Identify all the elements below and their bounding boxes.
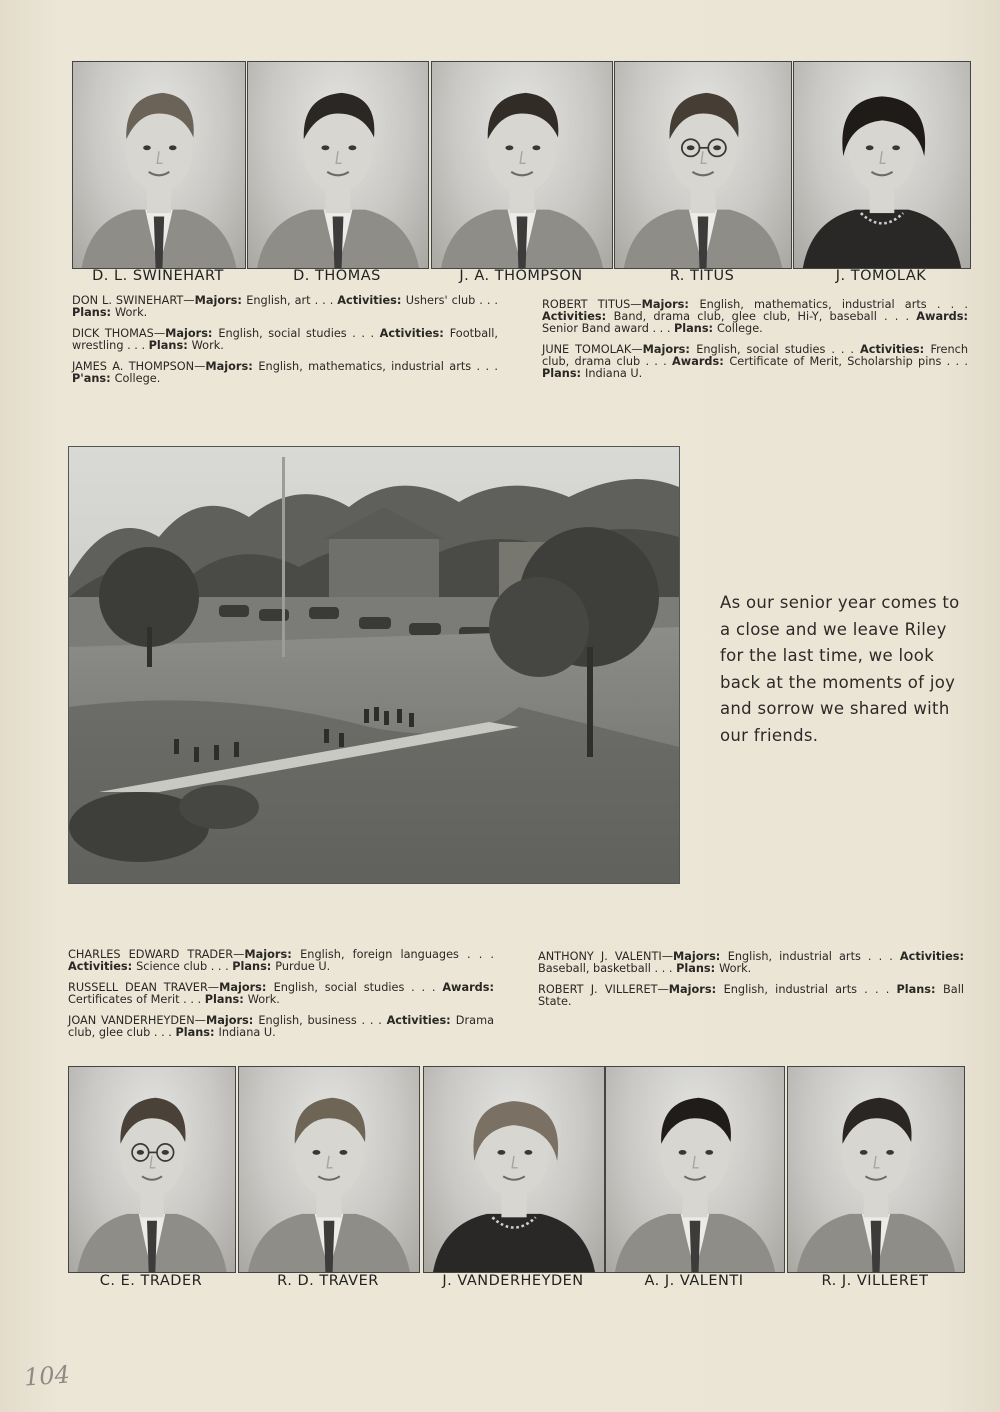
- bio-field-value: Purdue U.: [275, 960, 331, 973]
- bottom-portrait-4: [605, 1066, 785, 1273]
- student-name: DON L. SWINEHART—: [72, 294, 195, 307]
- student-bio: [542, 299, 968, 335]
- bio-field-label: Majors:: [668, 983, 724, 996]
- bio-field-label: Awards:: [442, 981, 495, 994]
- bio-field-label: Majors:: [205, 360, 259, 373]
- bio-field-value: English, business . . .: [258, 1014, 387, 1027]
- bio-field-value: Certificates of Merit . . .: [68, 993, 205, 1006]
- student-name: ANTHONY J. VALENTI—: [538, 950, 673, 963]
- bio-field-value: Work.: [247, 993, 280, 1006]
- bio-field-label: Majors:: [194, 294, 247, 307]
- bio-field-value: English, social studies . . .: [273, 981, 443, 994]
- student-name: ROBERT TITUS—: [542, 298, 642, 311]
- bottom-portrait-caption: C. E. TRADER: [99, 1273, 203, 1289]
- bio-field-value: Ushers' club . . .: [405, 294, 498, 307]
- bottom-portrait-caption: R. J. VILLERET: [821, 1273, 929, 1289]
- bio-field-label: Majors:: [642, 343, 697, 356]
- top-portrait-5: [793, 61, 971, 269]
- bottom-portrait-3: [423, 1066, 605, 1273]
- bio-field-value: Senior Band award . . .: [542, 322, 674, 335]
- bio-field-value: Indiana U.: [218, 1026, 276, 1039]
- student-name: RUSSELL DEAN TRAVER—: [68, 981, 220, 994]
- bio-field-value: English, industrial arts . . .: [723, 983, 897, 996]
- top-portrait-caption: D. THOMAS: [293, 268, 381, 284]
- bottom-portrait-caption: R. D. TRAVER: [277, 1273, 379, 1289]
- student-bio: [68, 949, 494, 973]
- bio-field-value: Work.: [191, 339, 224, 352]
- bio-field-value: Work.: [719, 962, 752, 975]
- top-portrait-caption: J. TOMOLAK: [835, 268, 927, 284]
- bottom-portrait-1: [68, 1066, 236, 1273]
- bottom-portrait-caption: J. VANDERHEYDEN: [442, 1273, 584, 1289]
- bio-field-label: Plans:: [175, 1026, 219, 1039]
- bio-field-label: P'ans:: [72, 372, 115, 385]
- student-bio: [72, 328, 498, 352]
- bio-field-value: Band, drama club, glee club, Hi-Y, baseball . . .: [613, 310, 917, 323]
- bottom-portrait-5: [787, 1066, 965, 1273]
- bio-field-value: French club, drama club . . .: [542, 343, 968, 368]
- bio-field-label: Plans:: [676, 962, 720, 975]
- bio-field-label: Activities:: [337, 294, 406, 307]
- bio-field-label: Activities:: [899, 950, 964, 963]
- bio-field-value: Ball State.: [538, 983, 964, 1008]
- bio-field-label: Activities:: [386, 1014, 456, 1027]
- bio-field-value: English, social studies . . .: [218, 327, 380, 340]
- bio-field-label: Majors:: [165, 327, 219, 340]
- bio-field-value: English, industrial arts . . .: [727, 950, 900, 963]
- bio-field-label: Plans:: [232, 960, 276, 973]
- bio-field-value: Indiana U.: [585, 367, 643, 380]
- campus-photo: [68, 446, 680, 884]
- bio-field-value: Certificate of Merit, Scholarship pins . . .: [729, 355, 969, 368]
- bio-field-label: Activities:: [379, 327, 450, 340]
- bottom-portrait-2: [238, 1066, 420, 1273]
- bio-field-value: Football, wrestling . . .: [72, 327, 499, 352]
- top-portrait-4: [614, 61, 792, 269]
- student-bio: [72, 295, 498, 319]
- top-portrait-1: [72, 61, 246, 269]
- bio-field-label: Majors:: [219, 981, 274, 994]
- student-name: JAMES A. THOMPSON—: [72, 360, 206, 373]
- bio-field-value: Drama club, glee club . . .: [68, 1014, 494, 1039]
- top-portrait-caption: D. L. SWINEHART: [92, 268, 224, 284]
- bio-field-label: Activities:: [68, 960, 137, 973]
- student-name: JUNE TOMOLAK—: [542, 343, 643, 356]
- bio-field-label: Awards:: [916, 310, 968, 323]
- closing-quote: As our senior year comes to a close and we leave Riley for the last time, we look back at the moments of joy and sorrow we shared with our friends.: [720, 593, 960, 745]
- top-portrait-2: [247, 61, 429, 269]
- bio-field-value: College.: [717, 322, 763, 335]
- bio-field-label: Plans:: [148, 339, 192, 352]
- bio-field-label: Majors:: [673, 950, 728, 963]
- student-bio: [68, 982, 494, 1006]
- page-number: 104: [23, 1360, 71, 1392]
- bio-field-label: Plans:: [674, 322, 717, 335]
- bio-field-label: Majors:: [641, 298, 700, 311]
- student-bio: [72, 361, 498, 385]
- top-bios-right: [542, 299, 968, 389]
- bio-field-value: English, mathematics, industrial arts . . .: [699, 298, 968, 311]
- bio-field-label: Majors:: [205, 1014, 259, 1027]
- student-name: ROBERT J. VILLERET—: [538, 983, 669, 996]
- student-bio: [542, 344, 968, 380]
- bio-field-label: Plans:: [72, 306, 115, 319]
- bottom-portrait-caption: A. J. VALENTI: [644, 1273, 744, 1289]
- bio-field-value: English, foreign languages . . .: [300, 948, 494, 961]
- bottom-bios-left: [68, 949, 494, 1048]
- bio-field-label: Plans:: [896, 983, 944, 996]
- bio-field-value: College.: [114, 372, 161, 385]
- bio-field-label: Activities:: [860, 343, 931, 356]
- student-name: DICK THOMAS—: [72, 327, 166, 340]
- bio-field-label: Plans:: [204, 993, 248, 1006]
- student-bio: [538, 951, 964, 975]
- student-bio: [68, 1015, 494, 1039]
- student-name: JOAN VANDERHEYDEN—: [68, 1014, 206, 1027]
- top-portrait-caption: R. TITUS: [669, 268, 735, 284]
- top-portrait-3: [431, 61, 613, 269]
- top-bios-left: [72, 295, 498, 394]
- bio-field-value: English, art . . .: [246, 294, 338, 307]
- bio-field-value: English, social studies . . .: [696, 343, 860, 356]
- top-portrait-caption: J. A. THOMPSON: [459, 268, 583, 284]
- bio-field-value: English, mathematics, industrial arts . . .: [258, 360, 498, 373]
- bio-field-label: Plans:: [542, 367, 585, 380]
- bottom-bios-right: [538, 951, 964, 1017]
- student-name: CHARLES EDWARD TRADER—: [68, 948, 245, 961]
- bio-field-label: Activities:: [542, 310, 614, 323]
- bio-field-value: Science club . . .: [136, 960, 233, 973]
- bio-field-label: Majors:: [244, 948, 301, 961]
- bio-field-value: Baseball, basketball . . .: [538, 962, 677, 975]
- bio-field-label: Awards:: [672, 355, 730, 368]
- student-bio: [538, 984, 964, 1008]
- bio-field-value: Work.: [115, 306, 148, 319]
